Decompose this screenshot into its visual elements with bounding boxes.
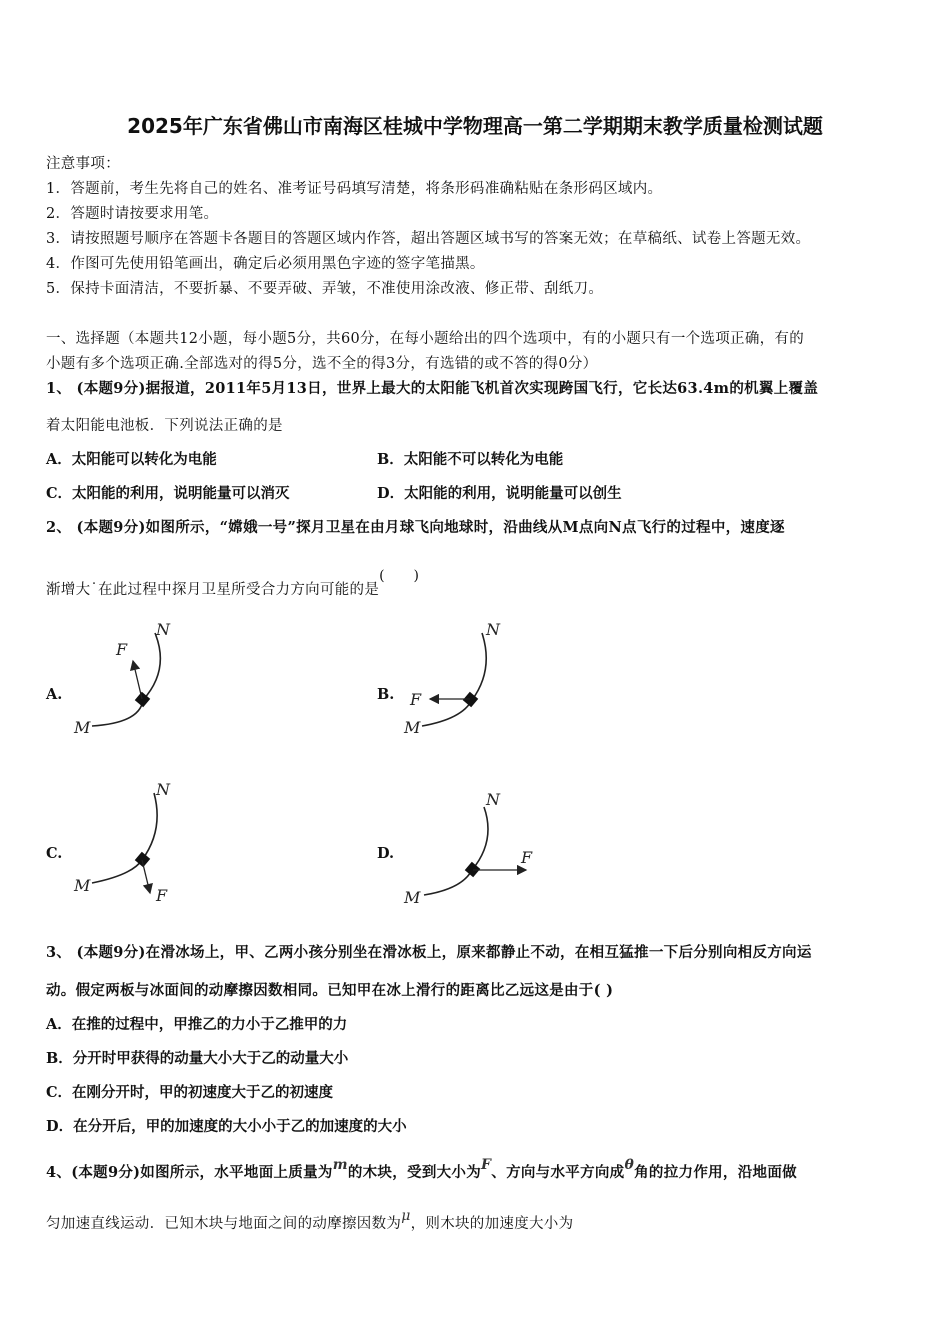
question-1-stem: 1、 (本题9分)据报道，2011年5月13日，世界上最大的太阳能飞机首次实现跨国飞行，它长达63.4m的机翼上覆盖 [46, 380, 819, 397]
figure-d [400, 785, 550, 915]
notice-item: 2．答题时请按要求用笔。 [46, 206, 219, 222]
force-label: F [410, 690, 422, 709]
question-4-text: 的木块，受到大小为 [347, 1164, 482, 1181]
question-3-option-c: C．在刚分开时，甲的初速度大于乙的初速度 [46, 1084, 334, 1101]
point-m-label: M [404, 888, 421, 907]
point-n-label: N [156, 620, 170, 639]
notice-heading: 注意事项： [46, 156, 120, 172]
question-3-option-b: B．分开时甲获得的动量大小大于乙的动量大小 [46, 1050, 349, 1067]
page-title: 2025年广东省佛山市南海区桂城中学物理高一第二学期期末教学质量检测试题 [127, 114, 823, 138]
point-n-label: N [486, 620, 500, 639]
question-3-option-d: D．在分开后，甲的加速度的大小小于乙的加速度的大小 [46, 1118, 407, 1135]
figure-a [70, 615, 190, 745]
question-3-stem: 3、 (本题9分)在滑冰场上，甲、乙两小孩分别坐在滑冰板上，原来都静止不动，在相互猛推一下后分别向相反方向运 [46, 944, 812, 961]
figure-b-label: B. [377, 686, 395, 703]
force-label: F [116, 640, 128, 659]
question-4-stem [46, 1157, 912, 1182]
var-friction: μ [401, 1208, 411, 1224]
question-4-text: 4、(本题9分)如图所示，水平地面上质量为 [46, 1164, 333, 1181]
force-label: F [521, 848, 533, 867]
question-2-stem-text: 渐增大˙在此过程中探月卫星所受合力方向可能的是 [46, 582, 380, 598]
point-n-label: N [486, 790, 500, 809]
question-1-stem-cont: 着太阳能电池板．下列说法正确的是 [46, 418, 283, 434]
figure-c-label: C. [46, 845, 63, 862]
force-label: F [156, 886, 168, 905]
question-1-option-c: C．太阳能的利用，说明能量可以消灭 [46, 485, 290, 502]
question-4-text: 角的拉力作用，沿地面做 [634, 1164, 797, 1181]
var-force: F [481, 1157, 492, 1173]
question-4-text: 、方向与水平方向成 [491, 1164, 625, 1181]
force-arrow [142, 860, 150, 893]
figure-b [400, 615, 520, 745]
force-arrow [133, 661, 142, 699]
question-3-option-a: A．在推的过程中，甲推乙的力小于乙推甲的力 [46, 1016, 348, 1033]
trajectory-curve [424, 807, 488, 895]
question-4-text: ，则木块的加速度大小为 [410, 1216, 574, 1232]
question-1-option-b: B．太阳能不可以转化为电能 [377, 451, 564, 468]
figure-c [70, 775, 190, 910]
question-3-stem-cont: 动。假定两板与冰面间的动摩擦因数相同。已知甲在冰上滑行的距离比乙远这是由于( ) [46, 982, 614, 999]
question-1-option-d: D．太阳能的利用，说明能量可以创生 [377, 485, 622, 502]
section-heading-cont: 小题有多个选项正确.全部选对的得5分，选不全的得3分，有选错的或不答的得0分） [46, 356, 598, 372]
question-1-option-a: A．太阳能可以转化为电能 [46, 451, 217, 468]
figure-a-label: A. [46, 686, 63, 703]
answer-paren: ( ) [379, 568, 420, 584]
question-2-stem-cont [46, 568, 912, 599]
trajectory-curve [92, 793, 157, 883]
point-n-label: N [156, 780, 170, 799]
notice-item: 3．请按照题号顺序在答题卡各题目的答题区域内作答，超出答题区域书写的答案无效；在草稿纸、试卷上答题无效。 [46, 231, 811, 247]
question-2-stem: 2、 (本题9分)如图所示，“嫦娥一号”探月卫星在由月球飞向地球时，沿曲线从M点向N点飞行的过程中，速度逐 [46, 519, 785, 536]
notice-item: 4．作图可先使用铅笔画出，确定后必须用黑色字迹的签字笔描黑。 [46, 256, 485, 272]
trajectory-curve [422, 633, 486, 726]
notice-item: 1．答题前，考生先将自己的姓名、准考证号码填写清楚，将条形码准确粘贴在条形码区域内。 [46, 181, 663, 197]
notice-item: 5．保持卡面清洁，不要折暴、不要弄破、弄皱，不准使用涂改液、修正带、刮纸刀。 [46, 281, 604, 297]
point-m-label: M [74, 718, 91, 737]
point-m-label: M [74, 876, 91, 895]
section-heading: 一、选择题（本题共12小题，每小题5分，共60分，在每小题给出的四个选项中，有的小题只有一个选项正确，有的 [46, 331, 805, 347]
figure-d-label: D. [377, 845, 395, 862]
question-4-stem-cont [46, 1208, 912, 1233]
var-mass: m [332, 1157, 348, 1173]
point-m-label: M [404, 718, 421, 737]
question-4-text: 匀加速直线运动．已知木块与地面之间的动摩擦因数为 [46, 1216, 402, 1232]
var-angle: θ [624, 1157, 635, 1173]
